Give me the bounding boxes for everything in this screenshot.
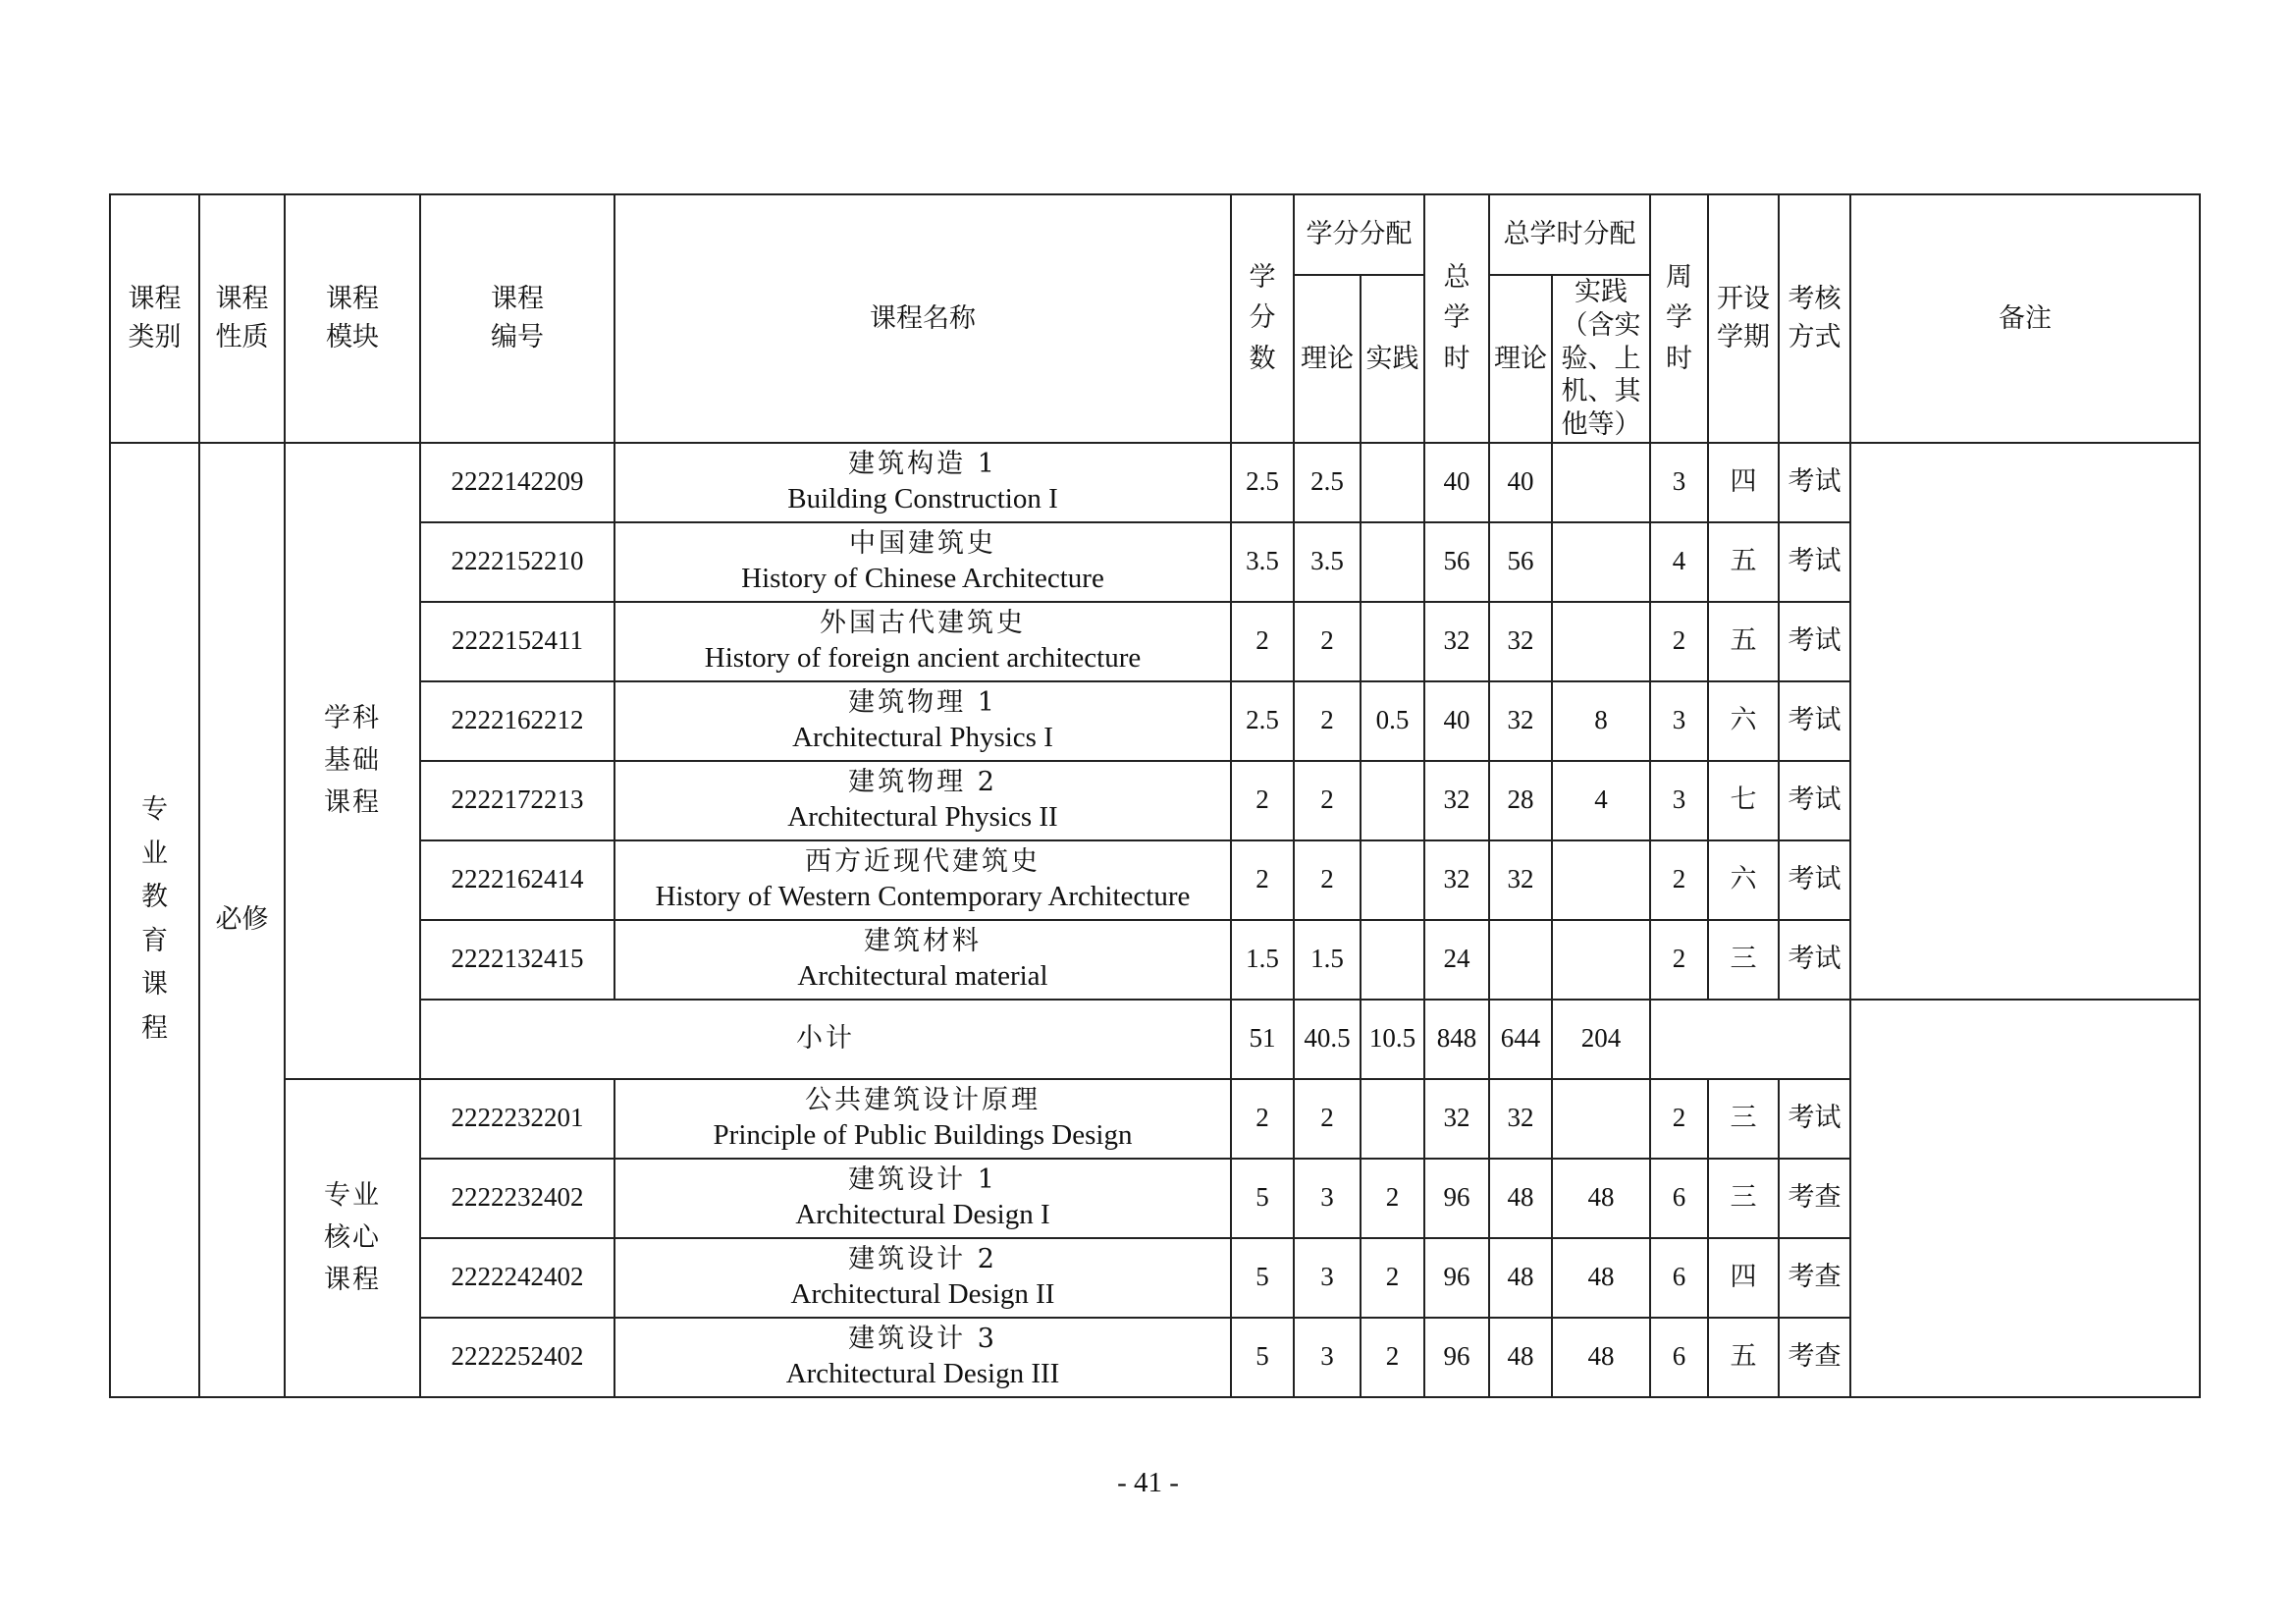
subtotal-hour-theory: 644 xyxy=(1489,1000,1552,1079)
credit-theory: 2 xyxy=(1294,602,1361,681)
credit-practice xyxy=(1361,761,1424,840)
curriculum-table xyxy=(109,193,2201,1398)
total-hours: 96 xyxy=(1424,1238,1489,1318)
credit-theory: 3 xyxy=(1294,1238,1361,1318)
subtotal-practice: 10.5 xyxy=(1361,1000,1424,1079)
assessment: 考试 xyxy=(1779,920,1850,1000)
semester: 四 xyxy=(1708,1238,1779,1318)
credit-practice xyxy=(1361,602,1424,681)
weekly-hours: 2 xyxy=(1650,920,1708,1000)
header-credit-theory: 理论 xyxy=(1294,275,1361,443)
assessment: 考试 xyxy=(1779,1079,1850,1159)
hour-practice: 8 xyxy=(1552,681,1650,761)
hour-practice xyxy=(1552,1079,1650,1159)
credit-theory: 1.5 xyxy=(1294,920,1361,1000)
credit-practice xyxy=(1361,1079,1424,1159)
semester: 五 xyxy=(1708,522,1779,602)
course-name: 建筑设计 3 Architectural Design III xyxy=(614,1318,1231,1397)
total-hours: 24 xyxy=(1424,920,1489,1000)
course-name: 中国建筑史 History of Chinese Architecture xyxy=(614,522,1231,602)
hour-theory: 48 xyxy=(1489,1159,1552,1238)
subtotal-label: 小计 xyxy=(420,1000,1231,1079)
credit-theory: 2 xyxy=(1294,1079,1361,1159)
course-code: 2222232201 xyxy=(420,1079,614,1159)
credit-practice: 2 xyxy=(1361,1238,1424,1318)
weekly-hours: 3 xyxy=(1650,443,1708,522)
course-code: 2222152411 xyxy=(420,602,614,681)
header-credit-split: 学分分配 xyxy=(1294,194,1424,275)
assessment: 考查 xyxy=(1779,1318,1850,1397)
credit-practice xyxy=(1361,840,1424,920)
assessment: 考试 xyxy=(1779,602,1850,681)
course-code: 2222252402 xyxy=(420,1318,614,1397)
semester: 五 xyxy=(1708,1318,1779,1397)
hour-practice: 48 xyxy=(1552,1318,1650,1397)
subtotal-row xyxy=(110,1000,2200,1079)
semester: 三 xyxy=(1708,1079,1779,1159)
course-code: 2222232402 xyxy=(420,1159,614,1238)
header-hour-practice: 实践（含实验、上机、其他等） xyxy=(1552,275,1650,443)
weekly-hours: 6 xyxy=(1650,1238,1708,1318)
credit-practice: 2 xyxy=(1361,1318,1424,1397)
credit-practice xyxy=(1361,920,1424,1000)
total-hours: 40 xyxy=(1424,681,1489,761)
assessment: 考试 xyxy=(1779,681,1850,761)
weekly-hours: 3 xyxy=(1650,761,1708,840)
assessment: 考试 xyxy=(1779,761,1850,840)
semester: 五 xyxy=(1708,602,1779,681)
semester: 四 xyxy=(1708,443,1779,522)
total-hours: 96 xyxy=(1424,1318,1489,1397)
credit-theory: 3.5 xyxy=(1294,522,1361,602)
subtotal-credits: 51 xyxy=(1231,1000,1294,1079)
credit-practice xyxy=(1361,443,1424,522)
credit-theory: 2 xyxy=(1294,761,1361,840)
assessment: 考查 xyxy=(1779,1238,1850,1318)
credit-theory: 3 xyxy=(1294,1318,1361,1397)
credits: 5 xyxy=(1231,1318,1294,1397)
total-hours: 56 xyxy=(1424,522,1489,602)
total-hours: 96 xyxy=(1424,1159,1489,1238)
credit-theory: 2 xyxy=(1294,681,1361,761)
course-name: 建筑设计 1 Architectural Design I xyxy=(614,1159,1231,1238)
semester: 七 xyxy=(1708,761,1779,840)
credits: 1.5 xyxy=(1231,920,1294,1000)
credit-practice xyxy=(1361,522,1424,602)
course-code: 2222162212 xyxy=(420,681,614,761)
hour-practice xyxy=(1552,602,1650,681)
header-credits: 学分数 xyxy=(1231,194,1294,443)
hour-practice: 48 xyxy=(1552,1159,1650,1238)
assessment: 考试 xyxy=(1779,522,1850,602)
assessment: 考查 xyxy=(1779,1159,1850,1238)
group-module-a: 学科基础课程 xyxy=(285,443,420,1079)
weekly-hours: 6 xyxy=(1650,1318,1708,1397)
header-code: 课程编号 xyxy=(420,194,614,443)
hour-practice xyxy=(1552,840,1650,920)
credit-theory: 3 xyxy=(1294,1159,1361,1238)
header-assessment: 考核方式 xyxy=(1779,194,1850,443)
total-hours: 32 xyxy=(1424,840,1489,920)
credits: 5 xyxy=(1231,1238,1294,1318)
hour-practice xyxy=(1552,443,1650,522)
course-name: 建筑构造 1 Building Construction I xyxy=(614,443,1231,522)
credit-theory: 2.5 xyxy=(1294,443,1361,522)
credits: 2.5 xyxy=(1231,681,1294,761)
credit-practice: 2 xyxy=(1361,1159,1424,1238)
weekly-hours: 2 xyxy=(1650,840,1708,920)
hour-theory: 32 xyxy=(1489,840,1552,920)
group-nature: 必修 xyxy=(199,443,285,1397)
weekly-hours: 3 xyxy=(1650,681,1708,761)
header-semester: 开设学期 xyxy=(1708,194,1779,443)
semester: 三 xyxy=(1708,920,1779,1000)
total-hours: 32 xyxy=(1424,602,1489,681)
course-name: 建筑物理 2 Architectural Physics II xyxy=(614,761,1231,840)
course-code: 2222242402 xyxy=(420,1238,614,1318)
credits: 3.5 xyxy=(1231,522,1294,602)
hour-theory: 32 xyxy=(1489,602,1552,681)
group-category: 专业教育课程 xyxy=(110,443,199,1397)
course-code: 2222142209 xyxy=(420,443,614,522)
semester: 六 xyxy=(1708,681,1779,761)
group-module-b: 专业核心课程 xyxy=(285,1079,420,1397)
credits: 5 xyxy=(1231,1159,1294,1238)
credit-practice: 0.5 xyxy=(1361,681,1424,761)
header-module: 课程模块 xyxy=(285,194,420,443)
hour-theory: 56 xyxy=(1489,522,1552,602)
assessment: 考试 xyxy=(1779,840,1850,920)
course-name: 建筑物理 1 Architectural Physics I xyxy=(614,681,1231,761)
header-hour-theory: 理论 xyxy=(1489,275,1552,443)
total-hours: 32 xyxy=(1424,761,1489,840)
course-code: 2222132415 xyxy=(420,920,614,1000)
credits: 2 xyxy=(1231,840,1294,920)
assessment: 考试 xyxy=(1779,443,1850,522)
remarks-cell xyxy=(1850,1000,2200,1397)
header-name: 课程名称 xyxy=(614,194,1231,443)
header-nature: 课程性质 xyxy=(199,194,285,443)
subtotal-theory: 40.5 xyxy=(1294,1000,1361,1079)
course-name: 建筑材料 Architectural material xyxy=(614,920,1231,1000)
subtotal-total-hours: 848 xyxy=(1424,1000,1489,1079)
hour-theory: 32 xyxy=(1489,681,1552,761)
semester: 六 xyxy=(1708,840,1779,920)
hour-theory: 28 xyxy=(1489,761,1552,840)
header-category: 课程类别 xyxy=(110,194,199,443)
course-code: 2222162414 xyxy=(420,840,614,920)
course-code: 2222152210 xyxy=(420,522,614,602)
total-hours: 40 xyxy=(1424,443,1489,522)
course-code: 2222172213 xyxy=(420,761,614,840)
header-hour-split: 总学时分配 xyxy=(1489,194,1650,275)
credits: 2 xyxy=(1231,761,1294,840)
hour-practice: 48 xyxy=(1552,1238,1650,1318)
course-name: 外国古代建筑史 History of foreign ancient architecture xyxy=(614,602,1231,681)
subtotal-empty xyxy=(1650,1000,1850,1079)
weekly-hours: 6 xyxy=(1650,1159,1708,1238)
weekly-hours: 2 xyxy=(1650,602,1708,681)
hour-practice xyxy=(1552,920,1650,1000)
course-name: 建筑设计 2 Architectural Design II xyxy=(614,1238,1231,1318)
hour-theory: 32 xyxy=(1489,1079,1552,1159)
hour-practice: 4 xyxy=(1552,761,1650,840)
credits: 2 xyxy=(1231,1079,1294,1159)
table-row xyxy=(110,443,2200,522)
header-remarks: 备注 xyxy=(1850,194,2200,443)
weekly-hours: 4 xyxy=(1650,522,1708,602)
page-number: - 41 - xyxy=(1117,1467,1179,1498)
hour-theory: 48 xyxy=(1489,1238,1552,1318)
hour-theory: 40 xyxy=(1489,443,1552,522)
course-name: 公共建筑设计原理 Principle of Public Buildings Design xyxy=(614,1079,1231,1159)
header-weekly-hours: 周学时 xyxy=(1650,194,1708,443)
weekly-hours: 2 xyxy=(1650,1079,1708,1159)
course-name: 西方近现代建筑史 History of Western Contemporary Architecture xyxy=(614,840,1231,920)
credit-theory: 2 xyxy=(1294,840,1361,920)
hour-theory xyxy=(1489,920,1552,1000)
hour-theory: 48 xyxy=(1489,1318,1552,1397)
credits: 2 xyxy=(1231,602,1294,681)
total-hours: 32 xyxy=(1424,1079,1489,1159)
subtotal-hour-practice: 204 xyxy=(1552,1000,1650,1079)
semester: 三 xyxy=(1708,1159,1779,1238)
header-total-hours: 总学时 xyxy=(1424,194,1489,443)
hour-practice xyxy=(1552,522,1650,602)
remarks-cell xyxy=(1850,443,2200,1000)
header-credit-practice: 实践 xyxy=(1361,275,1424,443)
credits: 2.5 xyxy=(1231,443,1294,522)
